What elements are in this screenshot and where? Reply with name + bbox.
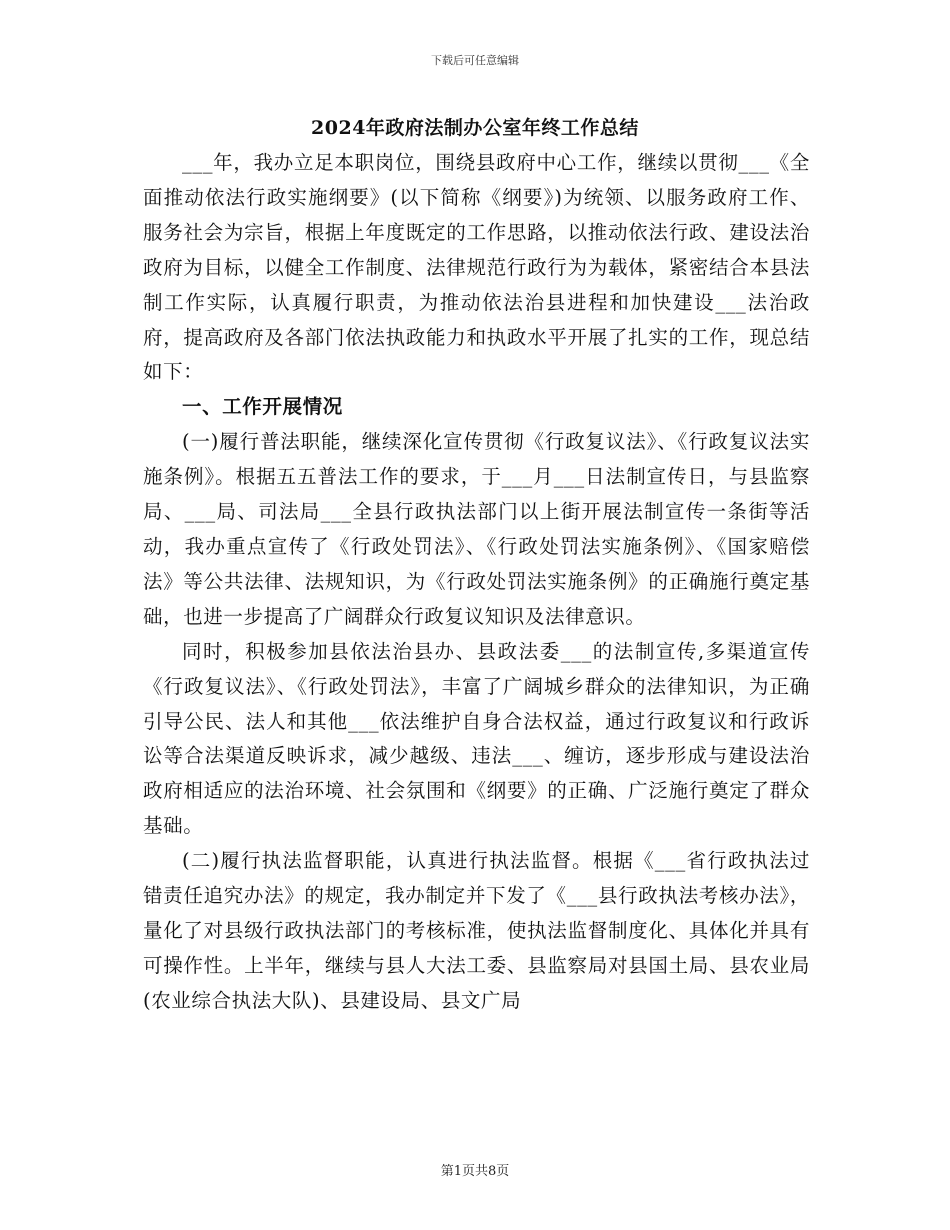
paragraph-legal-publicity: (一)履行普法职能，继续深化宣传贯彻《行政复议法》、《行政复议法实施条例》。根据五五普法工作的要求，于___月___日法制宣传日，与县监察局、___局、司法局___全县行政执法部门以上街开展法制宣传一条街等活动，我办重点宣传了《行政处罚法》、《行政处罚法实施条例》、《国家赔偿法》等公共法律、法规知识，为《行政处罚法实施条例》的正确施行奠定基础，也进一步提高了广阔群众行政复议知识及法律意识。 [143, 430, 810, 628]
page-number: 第1页共8页 [440, 1164, 510, 1179]
paragraph-meanwhile: 同时，积极参加县依法治县办、县政法委___的法制宣传,多渠道宣传《行政复议法》、《行政处罚法》，丰富了广阔城乡群众的法律知识，为正确引导公民、法人和其他___依法维护自身合法权益，通过行政复议和行政诉讼等合法渠道反映诉求，减少越级、违法___、缠访，逐步形成与建设法治政府相适应的法治环境、社会氛围和《纲要》的正确、广泛施行奠定了群众基础。 [143, 639, 810, 838]
paragraph-enforcement-supervision: (二)履行执法监督职能，认真进行执法监督。根据《___省行政执法过错责任追究办法》的规定，我办制定并下发了《___县行政执法考核办法》，量化了对县级行政执法部门的考核标准，使执法监督制度化、具体化并具有可操作性。上半年，继续与县人大法工委、县监察局对县国土局、县农业局(农业综合执法大队)、县建设局、县文广局 [143, 849, 810, 1012]
intro-paragraph: ___年，我办立足本职岗位，围绕县政府中心工作，继续以贯彻___《全面推动依法行政实施纲要》(以下简称《纲要》)为统领、以服务政府工作、服务社会为宗旨，根据上年度既定的工作思路，以推动依法行政、建设法治政府为目标，以健全工作制度、法律规范行政行为为载体，紧密结合本县法制工作实际，认真履行职责，为推动依法治县进程和加快建设___法治政府，提高政府及各部门依法执政能力和执政水平开展了扎实的工作，现总结如下： [143, 151, 810, 384]
document-body [143, 146, 810, 1019]
section-heading: 一、工作开展情况 [182, 395, 343, 419]
document-title: 2024年政府法制办公室年终工作总结 [311, 117, 639, 139]
page-header-note: 下载后可任意编辑 [431, 54, 519, 67]
